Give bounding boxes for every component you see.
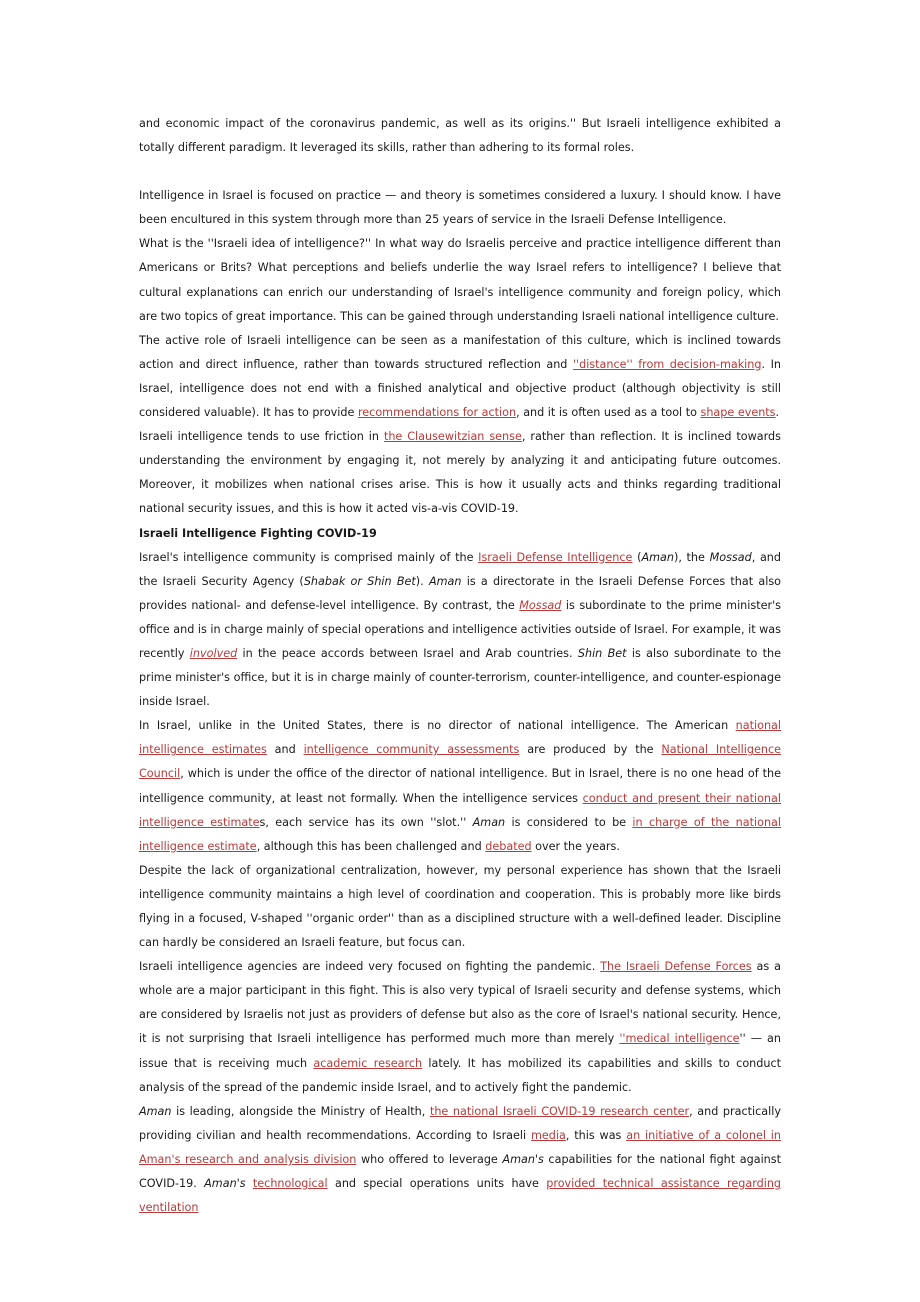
link-recommendations-for-action[interactable]: recommendations for action [357, 406, 517, 420]
link-technical-assistance-ventilation[interactable]: provided technical assistance regarding ventilation [139, 1177, 782, 1215]
link-technological[interactable]: technological [252, 1177, 328, 1191]
link-clausewitzian-sense[interactable]: the Clausewitzian sense [383, 430, 522, 444]
link-involved[interactable]: involved [189, 646, 238, 660]
link-media[interactable]: media [531, 1128, 566, 1142]
article-body [139, 112, 781, 1220]
paragraph-9: Israeli intelligence agencies are indeed very focused on fighting the pandemic. The Israeli Defense Forces as a whole are a major participant in this fight. This is also very typical of Israeli security and defense systems, which are considered by Israelis not just as providers of defense but also as the core of Israel's national security. Hence, it is not surprising that Israeli intelligence has performed much more than merely ''medical intelligence'' — an issue that is receiving much academic research lately. It has mobilized its capabilities and skills to conduct analysis of the spread of the pandemic inside Israel, and to actively fight the pandemic. [139, 960, 781, 1094]
link-academic-research[interactable]: academic research [313, 1056, 423, 1070]
paragraph-1: and economic impact of the coronavirus pandemic, as well as its origins.'' But Israeli intelligence exhibited a totally different paradigm. It leveraged its skills, rather than adhering to its formal roles. [139, 117, 781, 155]
paragraph-3: What is the ''Israeli idea of intelligence?'' In what way do Israelis perceive and practice intelligence different than Americans or Brits? What perceptions and beliefs underlie the way Israel refers to intelligence? I believe that cultural explanations can enrich our understanding of Israel's intelligence community and foreign policy, which are two topics of great importance. This can be gained through understanding Israeli national intelligence culture. [139, 237, 781, 323]
paragraph-4: The active role of Israeli intelligence can be seen as a manifestation of this culture, which is inclined towards action and direct influence, rather than towards structured reflection and ''distance'' from decision-making. In Israel, intelligence does not end with a finished analytical and objective product (although objectivity is still considered valuable). It has to provide recommendations for action, and it is often used as a tool to shape events. [139, 333, 781, 420]
link-debated[interactable]: debated [485, 839, 532, 853]
link-national-intelligence-council[interactable]: National Intelligence Council [139, 743, 781, 781]
link-israeli-defense-forces[interactable]: The Israeli Defense Forces [600, 960, 752, 974]
link-in-charge-of-estimate[interactable]: in charge of the national intelligence estimate [139, 815, 782, 853]
section-heading: Israeli Intelligence Fighting COVID-19 [139, 526, 377, 540]
link-distance-from-decision-making[interactable]: ''distance'' from decision-making [572, 357, 762, 371]
paragraph-8: Despite the lack of organizational centralization, however, my personal experience has shown that the Israeli intelligence community maintains a high level of coordination and cooperation. This is probably more like birds flying in a focused, V-shaped ''organic order'' than as a disciplined structure with a well-defined leader. Discipline can hardly be considered an Israeli feature, but focus can. [139, 863, 781, 950]
paragraph-2: Intelligence in Israel is focused on practice — and theory is sometimes considered a luxury. I should know. I have been encultured in this system through more than 25 years of service in the Israeli Defense Intelligence. [139, 189, 781, 227]
link-conduct-and-present-estimates[interactable]: conduct and present their national intelligence estimate [139, 791, 781, 829]
link-intelligence-community-assessments[interactable]: intelligence community assessments [303, 743, 520, 757]
link-medical-intelligence[interactable]: ''medical intelligence [619, 1032, 740, 1046]
paragraph-10: Aman is leading, alongside the Ministry of Health, the national Israeli COVID-19 research center, and practically providing civilian and health recommendations. According to Israeli media, this was an initiative of a colonel in Aman's research and analysis division who offered to leverage Aman's capabilities for the national fight against COVID-19. Aman's technological and special operations units have provided technical assistance regarding ventilation [139, 1104, 782, 1215]
link-israeli-defense-intelligence[interactable]: Israeli Defense Intelligence [478, 550, 633, 564]
paragraph-6: Israel's intelligence community is comprised mainly of the Israeli Defense Intelligence (Aman), the Mossad, and the Israeli Security Agency (Shabak or Shin Bet). Aman is a directorate in the Israeli Defense Forces that also provides national- and defense-level intelligence. By contrast, the Mossad is subordinate to the prime minister's office and is in charge mainly of special operations and intelligence activities outside of Israel. For example, it was recently involved in the peace accords between Israel and Arab countries. Shin Bet is also subordinate to the prime minister's office, but it is in charge mainly of counter-terrorism, counter-intelligence, and counter-espionage inside Israel. [139, 550, 782, 709]
link-shape-events[interactable]: shape events [700, 406, 776, 420]
link-covid-research-center[interactable]: the national Israeli COVID-19 research center [429, 1104, 690, 1118]
paragraph-gap [139, 160, 781, 184]
link-initiative-of-a-colonel[interactable]: an initiative of a colonel in Aman's research and analysis division [139, 1128, 781, 1166]
link-mossad[interactable]: Mossad [519, 598, 562, 612]
link-national-intelligence-estimates[interactable]: national intelligence estimates [139, 719, 781, 757]
paragraph-5: Israeli intelligence tends to use friction in the Clausewitzian sense, rather than reflection. It is inclined towards understanding the environment by engaging it, not merely by analyzing it and anticipating future outcomes. Moreover, it mobilizes when national crises arise. This is how it usually acts and thinks regarding traditional national security issues, and this is how it acted vis-a-vis COVID-19. [139, 430, 781, 516]
paragraph-7: In Israel, unlike in the United States, there is no director of national intelligence. The American national intelligence estimates and intelligence community assessments are produced by the National Intelligence Council, which is under the office of the director of national intelligence. But in Israel, there is no one head of the intelligence community, at least not formally. When the intelligence services conduct and present their national intelligence estimates, each service has its own ''slot.'' Aman is considered to be in charge of the national intelligence estimate, although this has been challenged and debated over the years. [139, 719, 782, 853]
